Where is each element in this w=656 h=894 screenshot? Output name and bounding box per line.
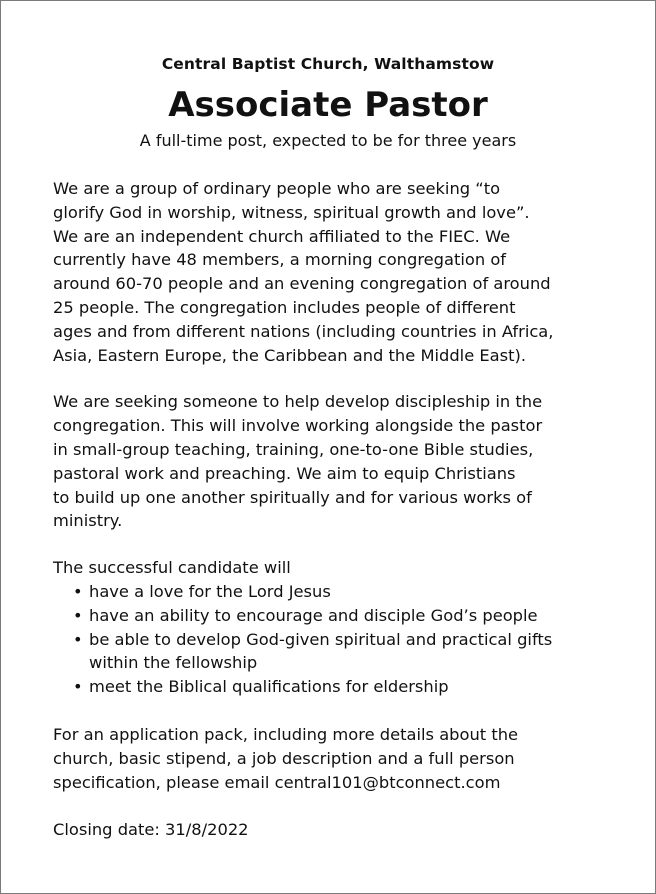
paragraph-line: congregation. This will involve working alongside the pastor	[53, 416, 543, 436]
candidate-intro: The successful candidate will	[53, 558, 291, 578]
organisation-name: Central Baptist Church, Walthamstow	[161, 55, 495, 73]
paragraph-line: We are an independent church affiliated to the FIEC. We	[53, 226, 511, 246]
paragraph-line: 25 people. The congregation includes people of different	[53, 297, 516, 317]
advert-body	[53, 177, 613, 842]
church-description-paragraph	[53, 177, 613, 367]
paragraph-line: currently have 48 members, a morning congregation of	[53, 250, 507, 270]
application-paragraph	[53, 723, 613, 794]
paragraph-line: ministry.	[53, 511, 123, 531]
paragraph-line: Asia, Eastern Europe, the Caribbean and the Middle East).	[53, 345, 527, 365]
role-description-paragraph	[53, 390, 613, 533]
job-subtitle: A full-time post, expected to be for three years	[139, 131, 517, 150]
requirement-text: have a love for the Lord Jesus	[89, 581, 331, 601]
paragraph-line: in small-group teaching, training, one-to-one Bible studies,	[53, 439, 534, 459]
bullet-icon: •	[73, 581, 83, 601]
closing-date: Closing date: 31/8/2022	[53, 820, 249, 840]
list-item	[73, 604, 613, 628]
requirement-text: be able to develop God-given spiritual and practical gifts	[89, 629, 553, 649]
bullet-icon: •	[73, 605, 83, 625]
list-item	[73, 628, 613, 676]
paragraph-line: We are a group of ordinary people who are seeking “to	[53, 179, 501, 198]
paragraph-line: specification, please email central101@btconnect.com	[53, 772, 501, 792]
paragraph-line: church, basic stipend, a job description and a full person	[53, 748, 515, 768]
requirement-text: meet the Biblical qualifications for eldership	[89, 677, 449, 697]
paragraph-line: glorify God in worship, witness, spiritual growth and love”.	[53, 202, 530, 222]
requirements-list	[53, 580, 613, 699]
bullet-icon: •	[73, 677, 83, 697]
list-item	[73, 580, 613, 604]
paragraph-line: For an application pack, including more details about the	[53, 724, 519, 744]
paragraph-line: to build up one another spiritually and for various works of	[53, 487, 532, 507]
paragraph-line: around 60-70 people and an evening congregation of around	[53, 274, 551, 294]
requirement-text: have an ability to encourage and disciple God’s people	[89, 605, 538, 625]
requirement-text: within the fellowship	[89, 653, 258, 673]
bullet-icon: •	[73, 629, 83, 649]
list-item	[73, 675, 613, 699]
paragraph-line: pastoral work and preaching. We aim to equip Christians	[53, 463, 516, 483]
paragraph-line: ages and from different nations (including countries in Africa,	[53, 321, 554, 341]
job-title: Associate Pastor	[168, 85, 488, 125]
paragraph-line: We are seeking someone to help develop discipleship in the	[53, 392, 543, 412]
